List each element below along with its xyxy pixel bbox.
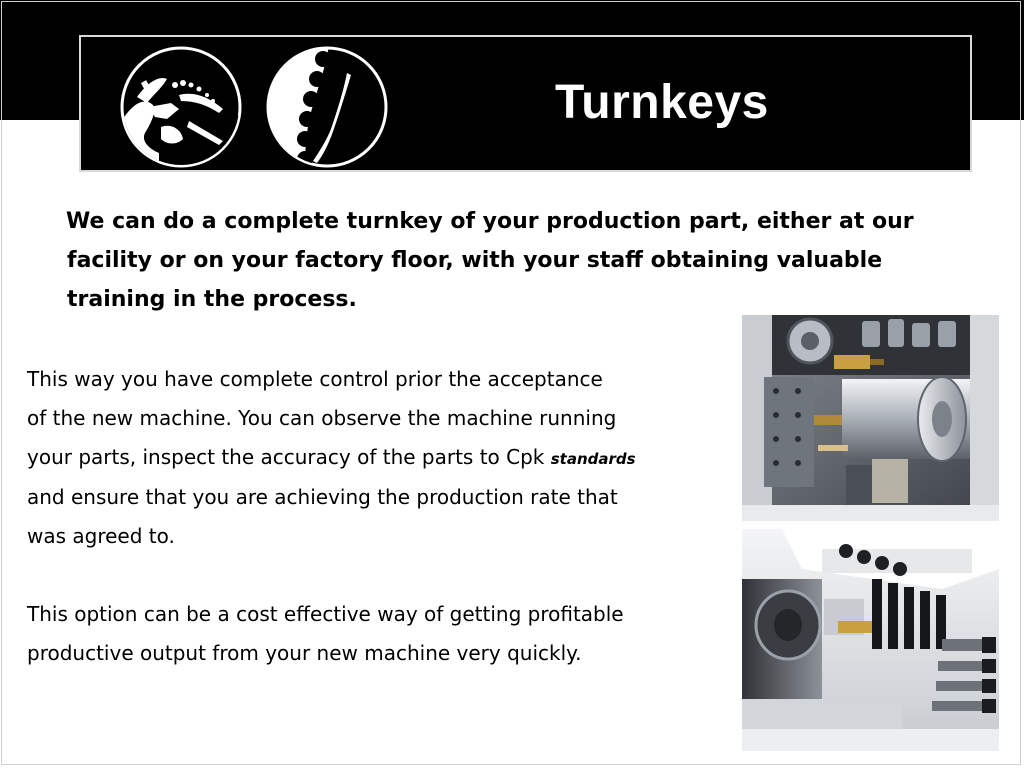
paragraph-gap [27, 556, 717, 595]
gear-blade-logo-icon [265, 45, 389, 169]
lead-paragraph [64, 202, 976, 319]
abstract-machine-logo-icon [119, 45, 243, 169]
body-line: was agreed to. [27, 524, 175, 549]
body-text [27, 360, 717, 672]
standards-emphasis: standards [550, 449, 636, 468]
body-line: This way you have complete control prior the acceptance [27, 367, 603, 391]
lead-line: facility or on your factory floor, with your staff obtaining valuable [67, 248, 883, 273]
body-line: productive output from your new machine very quickly. [27, 640, 582, 665]
body-line-cpk [27, 438, 717, 479]
body-line: and ensure that you are achieving the production rate that [27, 485, 618, 510]
cpk-text: your parts, inspect the accuracy of the parts to Cpk [27, 444, 551, 469]
body-line: This option can be a cost effective way of getting profitable [27, 601, 624, 626]
slide-title: Turnkeys [555, 76, 769, 129]
body-line: of the new machine. You can observe the machine running [27, 405, 617, 430]
header-panel [79, 35, 972, 172]
lead-line: We can do a complete turnkey of your production part, either at our [66, 209, 914, 234]
cnc-toolholder-photo [742, 529, 999, 751]
lead-line: training in the process. [67, 287, 357, 312]
cnc-turret-photo [742, 315, 999, 521]
